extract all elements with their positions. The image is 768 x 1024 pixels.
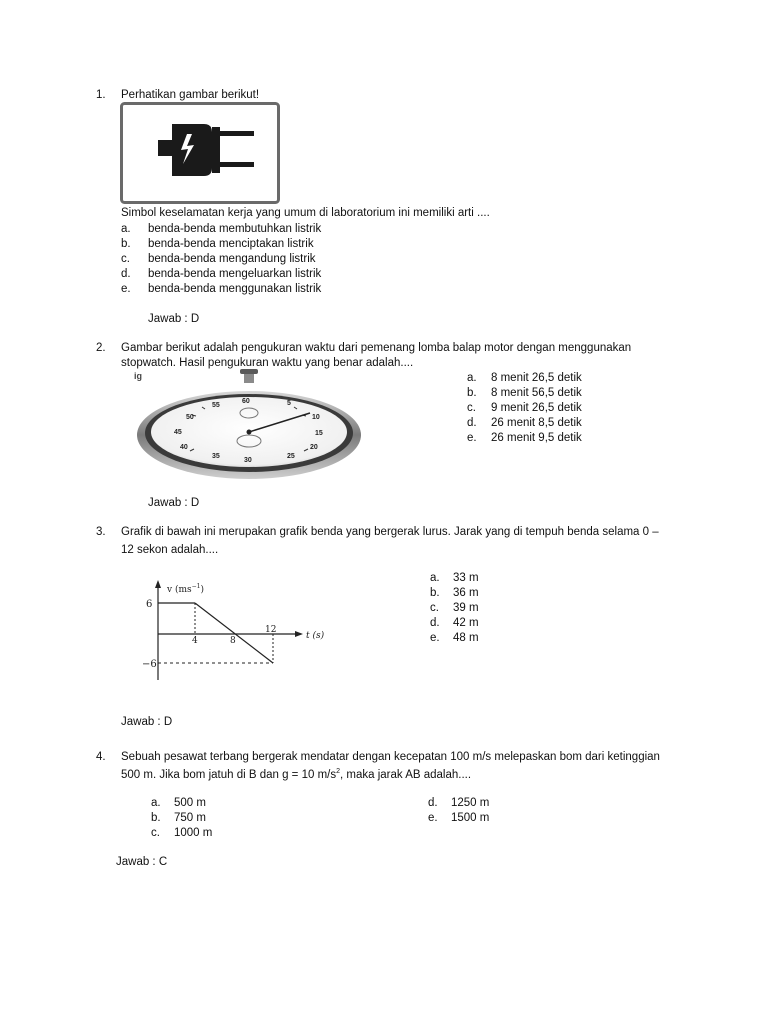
dial-label: 5 [287, 400, 291, 407]
graph-x-tick: 12 [265, 625, 277, 635]
question-1-stem: Simbol keselamatan kerja yang umum di laboratorium ini memiliki arti .... [121, 207, 490, 219]
dial-label: 55 [212, 402, 220, 409]
option-letter: d. [428, 797, 438, 809]
option-text: 8 menit 26,5 detik [491, 372, 582, 384]
option-text: benda-benda membutuhkan listrik [148, 223, 322, 235]
question-4-line-2-sup: 2 [336, 768, 341, 775]
question-4-number: 4. [96, 751, 106, 763]
option-text: 48 m [453, 632, 479, 644]
option-letter: b. [430, 587, 440, 599]
option-letter: d. [467, 417, 477, 429]
question-4-line-2-b: , maka jarak AB adalah.... [340, 768, 472, 781]
option-letter: c. [151, 827, 160, 839]
question-4-line-1: Sebuah pesawat terbang bergerak mendatar dengan kecepatan 100 m/s melepaskan bom dari ketinggian [121, 751, 660, 763]
stopwatch-image [132, 369, 362, 481]
option-letter: d. [121, 268, 131, 280]
dial-label: 15 [315, 430, 323, 437]
dial-label: 60 [242, 398, 250, 405]
dial-label: 45 [174, 429, 182, 436]
stopwatch-mark: ig [134, 371, 142, 381]
option-text: 26 menit 9,5 detik [491, 432, 582, 444]
option-letter: e. [428, 812, 438, 824]
question-2-answer: Jawab : D [148, 497, 200, 509]
option-letter: b. [467, 387, 477, 399]
question-4-answer: Jawab : C [116, 856, 168, 868]
option-text: 36 m [453, 587, 479, 599]
option-letter: e. [121, 283, 131, 295]
option-text: 42 m [453, 617, 479, 629]
option-letter: e. [430, 632, 440, 644]
dial-label: 25 [287, 453, 295, 460]
option-text: 1000 m [174, 827, 213, 839]
option-text: 26 menit 8,5 detik [491, 417, 582, 429]
option-text: benda-benda menciptakan listrik [148, 238, 314, 250]
question-1-answer: Jawab : D [148, 313, 200, 325]
graph-y-label: v (ms [167, 585, 192, 595]
question-1-number: 1. [96, 89, 106, 101]
option-letter: e. [467, 432, 477, 444]
question-3-number: 3. [96, 526, 106, 538]
dial-label: 20 [310, 444, 318, 451]
velocity-time-graph [140, 572, 325, 684]
graph-x-tick: 8 [230, 636, 236, 646]
question-3-line-2: 12 sekon adalah.... [121, 544, 219, 556]
graph-y-tick: 6 [146, 599, 153, 610]
option-text: 39 m [453, 602, 479, 614]
question-4-line-2 [121, 768, 471, 781]
option-letter: a. [467, 372, 477, 384]
option-letter: b. [151, 812, 161, 824]
plug-hazard-icon [120, 102, 280, 204]
question-2-line-1: Gambar berikut adalah pengukuran waktu dari pemenang lomba balap motor dengan menggunakan [121, 342, 632, 354]
graph-x-label: t (s) [306, 631, 325, 641]
option-text: 1500 m [451, 812, 490, 824]
option-text: benda-benda mengeluarkan listrik [148, 268, 322, 280]
svg-text:v (ms−1) [166, 583, 204, 595]
option-letter: a. [151, 797, 161, 809]
question-1-prompt: Perhatikan gambar berikut! [121, 89, 260, 101]
option-letter: c. [121, 253, 130, 265]
dial-label: 10 [312, 414, 320, 421]
dial-label: 50 [186, 414, 194, 421]
option-letter: c. [430, 602, 439, 614]
option-text: 500 m [174, 797, 206, 809]
option-text: benda-benda mengandung listrik [148, 253, 316, 265]
graph-y-label-close: ) [200, 585, 204, 595]
option-letter: d. [430, 617, 440, 629]
dial-label: 40 [180, 444, 188, 451]
option-text: benda-benda menggunakan listrik [148, 283, 322, 295]
option-text: 750 m [174, 812, 206, 824]
graph-y-tick: −6 [142, 659, 157, 670]
dial-label: 30 [244, 457, 252, 464]
option-text: 9 menit 26,5 detik [491, 402, 582, 414]
dial-label: 35 [212, 453, 220, 460]
question-2-line-2: stopwatch. Hasil pengukuran waktu yang benar adalah.... [121, 357, 414, 369]
question-2-number: 2. [96, 342, 106, 354]
option-text: 33 m [453, 572, 479, 584]
option-letter: b. [121, 238, 131, 250]
option-letter: a. [430, 572, 440, 584]
option-text: 1250 m [451, 797, 490, 809]
option-text: 8 menit 56,5 detik [491, 387, 582, 399]
option-letter: c. [467, 402, 476, 414]
graph-x-tick: 4 [192, 636, 198, 646]
question-3-answer: Jawab : D [121, 716, 173, 728]
question-3-line-1: Grafik di bawah ini merupakan grafik benda yang bergerak lurus. Jarak yang di tempuh benda selama 0 – [121, 526, 659, 538]
graph-y-label-exp: −1 [191, 583, 201, 590]
option-letter: a. [121, 223, 131, 235]
question-4-line-2-a: 500 m. Jika bom jatuh di B dan g = 10 m/s [121, 768, 337, 781]
